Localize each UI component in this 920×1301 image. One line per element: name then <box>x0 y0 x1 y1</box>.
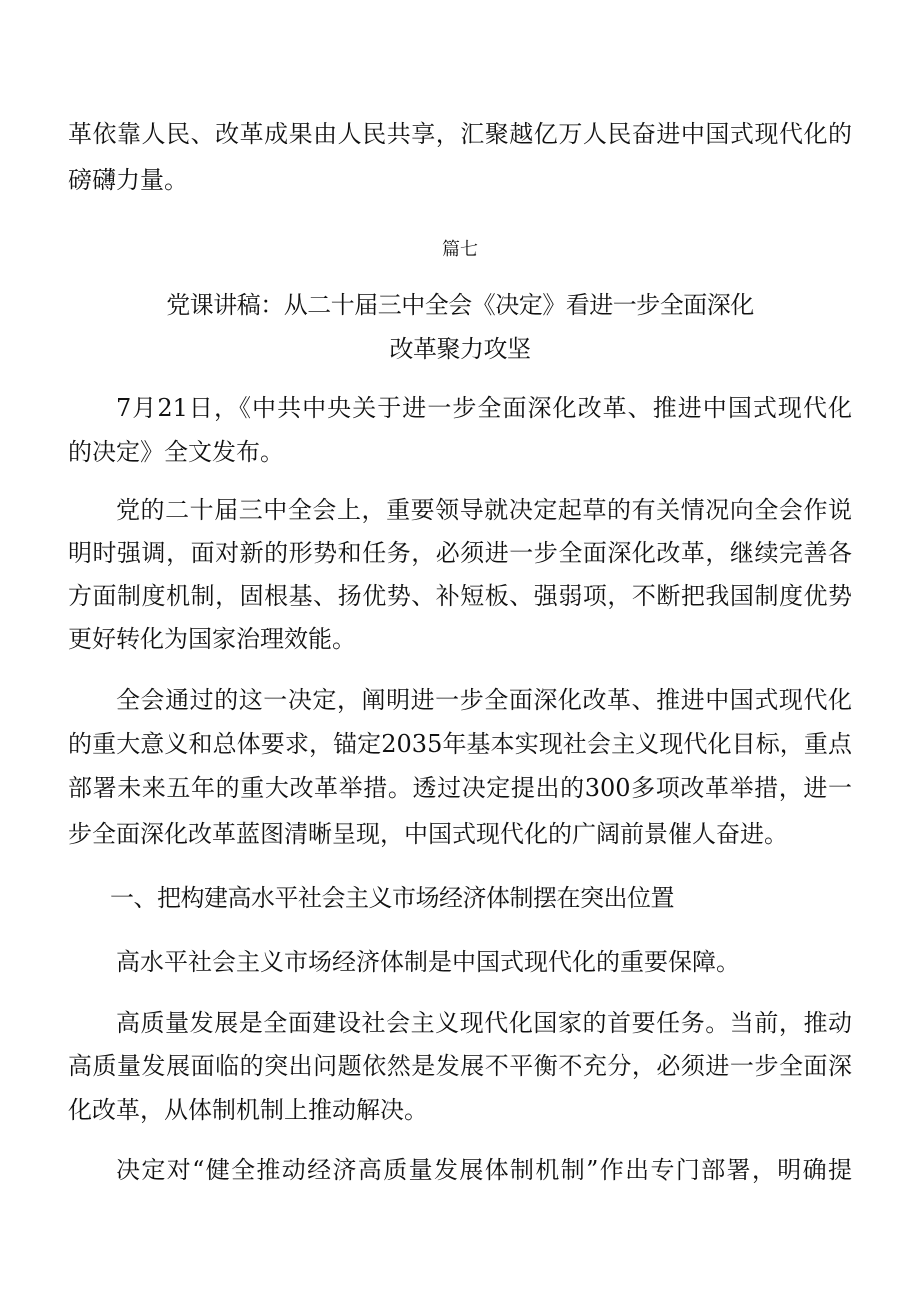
paragraph-4-line-1: 高水平社会主义市场经济体制是中国式现代化的重要保障。 <box>116 948 740 976</box>
paragraph-3-line-4: 步全面深化改革蓝图清晰呈现，中国式现代化的广阔前景催人奋进。 <box>68 820 788 848</box>
paragraph-5-line-1: 高质量发展是全面建设社会主义现代化国家的首要任务。当前，推动 <box>116 1009 852 1037</box>
section-heading-1: 一、把构建高水平社会主义市场经济体制摆在突出位置 <box>110 884 674 912</box>
paragraph-2-line-3: 方面制度机制，固根基、扬优势、补短板、强弱项，不断把我国制度优势 <box>68 582 852 610</box>
paragraph-1-line-1: 7月21日，《中共中央关于进一步全面深化改革、推进中国式现代化 <box>116 394 852 422</box>
paragraph-3-line-2: 的重大意义和总体要求，锚定2035年基本实现社会主义现代化目标，重点 <box>68 730 852 758</box>
title-line-2: 改革聚力攻坚 <box>389 335 531 363</box>
paragraph-2-line-2: 明时强调，面对新的形势和任务，必须进一步全面深化改革，继续完善各 <box>68 539 852 567</box>
intro-line-1: 革依靠人民、改革成果由人民共享，汇聚越亿万人民奋进中国式现代化的 <box>68 120 852 148</box>
paragraph-1-line-2: 的决定》全文发布。 <box>68 438 284 466</box>
section-label: 篇七 <box>442 239 478 260</box>
paragraph-3-line-1: 全会通过的这一决定，阐明进一步全面深化改革、推进中国式现代化 <box>116 686 852 714</box>
title-line-1: 党课讲稿：从二十届三中全会《决定》看进一步全面深化 <box>166 291 754 319</box>
paragraph-2-line-4: 更好转化为国家治理效能。 <box>68 625 356 653</box>
intro-line-2: 磅礴力量。 <box>68 166 188 194</box>
paragraph-5-line-3: 化改革，从体制机制上推动解决。 <box>68 1096 428 1124</box>
paragraph-3-line-3: 部署未来五年的重大改革举措。透过决定提出的300多项改革举措，进一 <box>68 774 852 802</box>
paragraph-5-line-2: 高质量发展面临的突出问题依然是发展不平衡不充分，必须进一步全面深 <box>68 1052 852 1080</box>
paragraph-2-line-1: 党的二十届三中全会上，重要领导就决定起草的有关情况向全会作说 <box>116 496 852 524</box>
paragraph-6-line-1: 决定对“健全推动经济高质量发展体制机制”作出专门部署，明确提 <box>116 1156 852 1184</box>
